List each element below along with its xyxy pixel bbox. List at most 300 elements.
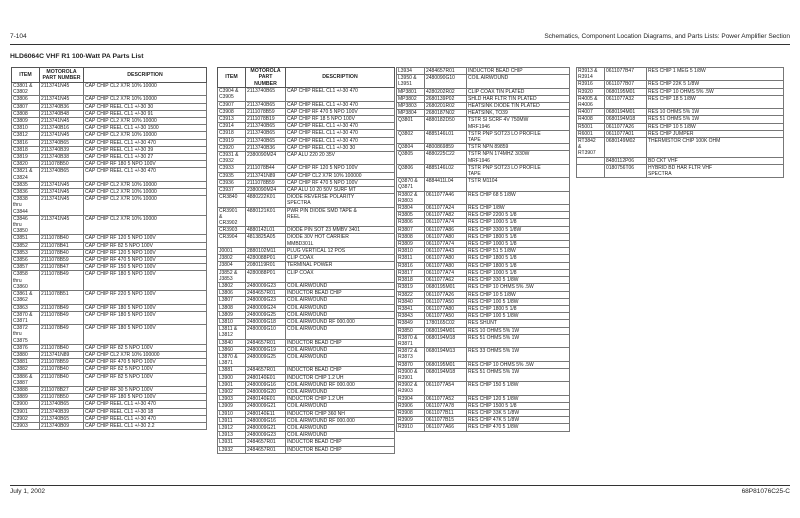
item-cell: MP3801 <box>397 88 425 95</box>
part-number-cell: 2113740B65 <box>40 401 84 408</box>
description-cell: CAP CHIP REEL CL1 +/-30 470 <box>286 130 395 137</box>
table-row <box>12 257 207 264</box>
part-number-cell: 0611077A74 <box>425 269 467 276</box>
table-row <box>218 290 395 297</box>
table-row <box>397 241 570 248</box>
table-row <box>577 130 784 137</box>
parts-list-title: HLD6064C VHF R1 100-Watt PA Parts List <box>10 53 144 60</box>
description-cell: CAP CHIP RF 120 5 NPO 100V <box>84 249 207 256</box>
table-row <box>397 117 570 130</box>
description-cell: CAP CHIP REEL CL1 +/-30 2.2 <box>84 422 207 429</box>
table-row <box>12 408 207 415</box>
item-cell: C3901 <box>12 408 40 415</box>
table-row <box>577 95 784 108</box>
part-number-cell: 0611077A26 <box>425 291 467 298</box>
table-row <box>397 269 570 276</box>
description-cell: CAP CHIP CL2 X7R 10% 10000 <box>84 215 207 235</box>
part-number-cell: 2111078B40 <box>40 235 84 242</box>
part-number-cell: 2113740B16 <box>40 125 84 132</box>
table-row <box>12 242 207 249</box>
description-cell: RES CHIP 1000 5 1/8 <box>467 219 570 226</box>
item-cell: L3808 <box>218 304 246 311</box>
item-cell: L3900 <box>218 374 246 381</box>
part-number-cell: 0680195M01 <box>425 361 467 368</box>
table-row <box>12 359 207 366</box>
table-row <box>218 432 395 439</box>
table-row <box>12 291 207 304</box>
table-row <box>397 284 570 291</box>
item-cell: Q3802 <box>397 130 425 143</box>
item-cell: C3937 <box>218 187 246 194</box>
description-cell: COIL AIRWOUND <box>286 388 395 395</box>
item-cell: R3904 <box>397 395 425 402</box>
table-row <box>218 439 395 446</box>
part-number-header: MOTOROLA PART NUMBER <box>40 68 84 83</box>
description-cell: INDUCTOR CHIP 1.2 UH <box>286 374 395 381</box>
item-cell: C3872 thru C3875 <box>12 325 40 345</box>
item-cell: R3811 <box>397 255 425 262</box>
item-cell: C3808 <box>12 110 40 117</box>
item-cell: J0001 <box>218 247 246 254</box>
part-number-cell: 2480009G23 <box>246 432 286 439</box>
parts-table-1 <box>11 67 207 430</box>
description-header: DESCRIPTION <box>84 68 207 83</box>
part-number-cell: 8480112P06 <box>605 157 647 164</box>
part-number-cell: 0180756T06 <box>605 164 647 177</box>
item-cell: C3858 thru C3860 <box>12 271 40 291</box>
table-row <box>218 269 395 282</box>
part-number-cell: 0611077A80 <box>425 255 467 262</box>
table-row <box>218 381 395 388</box>
description-cell: TSTR NPN 174MHZ 3/30W MRF1946 <box>467 151 570 164</box>
table-row <box>397 361 570 368</box>
table-row <box>218 417 395 424</box>
description-cell: CAP CHIP REEL CL1 +/-30 18 <box>84 408 207 415</box>
table-row <box>397 151 570 164</box>
item-cell: L3909 <box>218 403 246 410</box>
table-row <box>397 417 570 424</box>
item-cell: C3836 <box>12 189 40 196</box>
item-cell: C3846 thru C3850 <box>12 215 40 235</box>
part-number-cell: 2480009G23 <box>246 282 286 289</box>
table-row <box>218 247 395 254</box>
item-cell: C3861 & C3862 <box>12 291 40 304</box>
part-number-cell: 2480009G10 <box>246 326 286 339</box>
description-cell: CAP CHIP REEL CL1 +/-30 1500 <box>84 125 207 132</box>
table-row <box>397 368 570 381</box>
item-cell: R3809 <box>397 241 425 248</box>
table-row <box>577 138 784 158</box>
part-number-cell: 2080119R01 <box>246 262 286 269</box>
description-cell: CAP CHIP REEL CL1 +/-30 470 <box>84 415 207 422</box>
item-cell: L3870 & L3871 <box>218 353 246 366</box>
part-number-cell: 4880225C22 <box>425 151 467 164</box>
table-row <box>12 215 207 235</box>
table-row <box>12 386 207 393</box>
description-cell: RES CHIP 10 5 1/8W <box>647 123 784 130</box>
table-row <box>218 187 395 194</box>
part-number-cell: 2111078B49 <box>40 325 84 345</box>
description-cell: RES CHIP 18 5 1/8W <box>647 95 784 108</box>
part-number-cell: 2113741N45 <box>40 132 84 139</box>
description-cell: THERMISTOR CHIP 100K OHM <box>647 138 784 158</box>
part-number-cell: 2680201R02 <box>425 103 467 110</box>
table-row <box>218 346 395 353</box>
item-cell: R3850 <box>397 327 425 334</box>
description-cell: COIL AIRWOUND <box>286 311 395 318</box>
part-number-cell: 2480009G19 <box>246 346 286 353</box>
table-row <box>397 298 570 305</box>
table-row <box>218 207 395 227</box>
description-cell: SHLD HAR FLTR TIN PLATED <box>467 95 570 102</box>
table-row <box>218 396 395 403</box>
item-cell: C3900 <box>12 401 40 408</box>
description-cell: RES CHIP 2200 5 1/8 <box>467 212 570 219</box>
part-number-cell: 0611077A26 <box>605 123 647 130</box>
table-row <box>218 367 395 374</box>
item-cell: R3840 <box>397 298 425 305</box>
part-number-cell: 0611077A46 <box>425 191 467 204</box>
part-number-cell: 2484657R01 <box>246 339 286 346</box>
table-row <box>397 164 570 177</box>
part-number-cell: 2113741N89 <box>246 172 286 179</box>
part-number-cell: 2484657R01 <box>246 439 286 446</box>
item-cell: C3918 <box>218 130 246 137</box>
part-number-cell: 4880121K01 <box>246 207 286 227</box>
description-cell: RES CHIP 1000 5 1/8 <box>467 241 570 248</box>
table-row <box>397 68 570 75</box>
table-row <box>397 103 570 110</box>
item-cell: R4007 <box>577 109 605 116</box>
item-cell: R3806 <box>397 219 425 226</box>
description-cell: RES CHIP 1 MEG 5 1/8W <box>647 68 784 81</box>
part-number-cell: 0680195M01 <box>425 284 467 291</box>
description-cell: RES 10 OHMS 5% 1W <box>647 109 784 116</box>
table-row <box>397 219 570 226</box>
description-cell: INDUCTOR BEAD CHIP <box>286 446 395 453</box>
description-cell: CAP CHIP RF 18 5 NPO 100V <box>286 116 395 123</box>
item-cell: C3835 <box>12 181 40 188</box>
part-number-cell: 2113740B38 <box>40 154 84 161</box>
part-number-cell: 2111078B59 <box>40 257 84 264</box>
item-cell: C3821 & C3824 <box>12 168 40 181</box>
item-cell: L3902 <box>218 388 246 395</box>
part-number-cell: 0680194M01 <box>605 109 647 116</box>
part-number-cell: 1780165C02 <box>425 320 467 327</box>
part-number-cell: 0611077A62 <box>425 277 467 284</box>
part-number-cell: 0611077B47 <box>605 68 647 81</box>
description-cell: RES CHIP 10 5 1/8W <box>467 291 570 298</box>
description-cell: RES SHUNT <box>467 320 570 327</box>
part-number-cell: 0611077A66 <box>425 424 467 431</box>
item-cell: R3900 & R3901 <box>397 368 425 381</box>
table-row <box>218 137 395 144</box>
table-row <box>218 123 395 130</box>
description-cell: DIODE 30V HOT CARRIER MMBD301L <box>286 234 395 247</box>
item-cell: L3807 <box>218 297 246 304</box>
part-number-cell: 2480009G20 <box>246 388 286 395</box>
table-row <box>12 125 207 132</box>
item-cell: Q3806 <box>397 164 425 177</box>
description-cell: TSTR PNP SOT23 LO PROFILE TAPE <box>467 130 570 143</box>
part-number-cell: 2113741N45 <box>40 83 84 96</box>
table-row <box>577 68 784 81</box>
table-row <box>12 146 207 153</box>
part-number-cell: 2111078B41 <box>40 242 84 249</box>
item-cell: L3912 <box>218 424 246 431</box>
description-cell: CAP CHIP RF 150 5 NPO 100V <box>84 264 207 271</box>
part-number-cell: 2480140E01 <box>246 396 286 403</box>
table-row <box>218 165 395 172</box>
part-number-cell: 2113740B39 <box>40 146 84 153</box>
description-cell: TSTR NPN 89859 <box>467 144 570 151</box>
part-number-cell: 0611077A78 <box>425 402 467 409</box>
description-cell: TSTR PNP SOT23 LO PROFILE TAPE <box>467 164 570 177</box>
part-number-cell: 2113740B09 <box>40 422 84 429</box>
item-cell: C3810 <box>12 125 40 132</box>
table-row <box>218 234 395 247</box>
part-number-cell: 2680139P02 <box>425 95 467 102</box>
footer-rule <box>10 485 790 486</box>
table-row <box>218 388 395 395</box>
table-row <box>218 88 395 101</box>
description-cell: CAP CHIP RF 180 5 NPO 100V <box>84 394 207 401</box>
table-row <box>12 235 207 242</box>
part-number-cell: 2113740B65 <box>246 123 286 130</box>
item-cell: L3811 & L3812 <box>218 326 246 339</box>
table-row <box>397 255 570 262</box>
table-row <box>12 181 207 188</box>
item-cell: R3841 <box>397 305 425 312</box>
part-number-cell: 2480140E01 <box>246 374 286 381</box>
description-cell: CAP CHIP REEL CL1 +/-30 39 <box>84 146 207 153</box>
table-row <box>577 116 784 123</box>
item-cell: L3881 <box>218 367 246 374</box>
item-cell: R3916 <box>577 81 605 88</box>
description-cell: TSTR M1104 <box>467 178 570 191</box>
table-row <box>397 291 570 298</box>
table-row <box>12 325 207 345</box>
part-number-cell: 2111078B59 <box>246 179 286 186</box>
part-number-cell: 4813825A05 <box>246 234 286 247</box>
part-number-cell: 2111078B40 <box>40 249 84 256</box>
item-cell: Q3801 <box>397 117 425 130</box>
item-cell: C3870 & C3871 <box>12 311 40 324</box>
part-number-cell: 2480009G25 <box>246 353 286 366</box>
description-cell: CAP CHIP RF 30 5 NPO 100V <box>84 386 207 393</box>
table-row <box>397 95 570 102</box>
item-cell: C3913 <box>218 116 246 123</box>
table-row <box>218 304 395 311</box>
table-row <box>12 351 207 358</box>
table-row <box>12 196 207 216</box>
item-cell: C3812 <box>12 132 40 139</box>
description-cell: COIL AIRWOUND <box>286 304 395 311</box>
description-cell: CAP CHIP CL2 X7R 10% 10000 <box>84 181 207 188</box>
table-row <box>397 110 570 117</box>
part-number-header: MOTOROLA PART NUMBER <box>246 68 286 88</box>
table-row <box>218 262 395 269</box>
description-cell: CAP CHIP CL2 X7R 10% 10000 <box>84 132 207 139</box>
part-number-cell: 2113740B65 <box>246 137 286 144</box>
part-number-cell: 2113741N45 <box>40 118 84 125</box>
part-number-cell: 2113740B39 <box>40 408 84 415</box>
description-cell: CLIP COAX <box>286 269 395 282</box>
item-cell: C3853 <box>12 249 40 256</box>
item-header: ITEM <box>12 68 40 83</box>
description-cell: CAP CHIP REEL CL1 +/-30 470 <box>84 401 207 408</box>
description-cell: CAP CHIP RF 180 5 NPO 100V <box>84 161 207 168</box>
description-cell: CAP CHIP RF 220 5 NPO 100V <box>84 291 207 304</box>
table-row <box>577 157 784 164</box>
item-cell: C3919 <box>218 137 246 144</box>
table-row <box>577 164 784 177</box>
table-row <box>577 81 784 88</box>
part-number-cell: 0611077A24 <box>425 205 467 212</box>
table-row <box>218 403 395 410</box>
description-cell: CAP CHIP RF 180 5 NPO 100V <box>84 304 207 311</box>
table-row <box>12 415 207 422</box>
description-cell: CLIP COAX <box>286 255 395 262</box>
table-row <box>12 110 207 117</box>
part-number-cell: 4280088P01 <box>246 255 286 262</box>
description-cell: CAP CHIP CL2 X7R 10% 10000 <box>84 96 207 103</box>
table-row <box>12 168 207 181</box>
table-row <box>218 116 395 123</box>
item-header: ITEM <box>218 68 246 88</box>
item-cell: CR3840 <box>218 194 246 207</box>
part-number-cell: 2880102M11 <box>246 247 286 254</box>
part-number-cell: 2113741N45 <box>40 181 84 188</box>
description-cell: TERMINAL POWER <box>286 262 395 269</box>
item-cell: C3931 & C3932 <box>218 152 246 165</box>
item-cell: R3810 <box>397 248 425 255</box>
table-row <box>218 424 395 431</box>
part-number-cell: 0611077B07 <box>605 81 647 88</box>
table-row <box>397 277 570 284</box>
part-number-cell: 2113740B65 <box>40 139 84 146</box>
part-number-cell: 0611077A80 <box>425 233 467 240</box>
table-row <box>397 248 570 255</box>
part-number-cell: 2113741N45 <box>40 189 84 196</box>
item-cell: R4008 <box>577 116 605 123</box>
part-number-cell: 2111078B47 <box>40 264 84 271</box>
part-number-cell: 2113740B65 <box>40 168 84 181</box>
part-number-cell: 2484657R01 <box>246 290 286 297</box>
description-cell: RES CHIP 51 5 1/8W <box>467 248 570 255</box>
part-number-cell: 0611077B11 <box>425 409 467 416</box>
part-number-cell: 2480140E11 <box>246 410 286 417</box>
table-row <box>12 96 207 103</box>
table-row <box>577 109 784 116</box>
description-cell: CAP CHIP RF 180 5 NPO 100V <box>84 311 207 324</box>
description-cell: COIL AIRWOUND RF 000.000 <box>286 417 395 424</box>
table-row <box>397 88 570 95</box>
table-row <box>397 178 570 191</box>
description-cell: RES CHIP 22K 5 1/8W <box>647 81 784 88</box>
part-number-cell: 2480009G24 <box>246 304 286 311</box>
item-cell: R3870 & R3871 <box>397 334 425 347</box>
item-cell: R3902 & R3903 <box>397 382 425 395</box>
part-number-cell: 2480009G21 <box>246 424 286 431</box>
table-row <box>397 382 570 395</box>
footer-doc-number: 68P81076C25-C <box>741 488 790 495</box>
description-cell: CAP ALU 220 20 35V <box>286 152 395 165</box>
item-cell: Q3870 & Q3871 <box>397 178 425 191</box>
description-cell: CAP CHIP REEL CL1 +/-30 30 <box>286 144 395 151</box>
description-cell: CAP CHIP REEL CL1 +/-30 91 <box>84 110 207 117</box>
table-row <box>12 366 207 373</box>
item-cell: R3817 <box>397 269 425 276</box>
item-cell: R3920 <box>577 88 605 95</box>
part-number-cell: 4280202R02 <box>425 88 467 95</box>
part-number-cell: 2113740B65 <box>246 130 286 137</box>
table-row <box>12 118 207 125</box>
description-cell: COIL AIRWOUND <box>286 403 395 410</box>
description-cell: HYBRID BD HAR FLTR VHF SPECTRA <box>647 164 784 177</box>
item-cell: CR3904 <box>218 234 246 247</box>
description-cell: CAP ALU 10 20 50V SURF MT <box>286 187 395 194</box>
table-row <box>397 395 570 402</box>
part-number-cell: 2111078B40 <box>40 373 84 386</box>
description-cell: CAP CHIP REEL CL1 +/-30 470 <box>286 101 395 108</box>
table-row <box>397 233 570 240</box>
table-row <box>12 401 207 408</box>
item-cell <box>577 164 605 177</box>
item-cell: Q3804 <box>397 144 425 151</box>
item-cell: C3881 <box>12 359 40 366</box>
item-cell: C3807 <box>12 103 40 110</box>
item-cell: C3888 <box>12 386 40 393</box>
item-cell: J3804 <box>218 262 246 269</box>
item-cell: R3822 <box>397 291 425 298</box>
table-row <box>218 374 395 381</box>
description-cell: INDUCTOR BEAD CHIP <box>467 68 570 75</box>
description-cell: RES CHIP 10 OHMS 5% .5W <box>647 88 784 95</box>
part-number-cell: 0680194M18 <box>605 116 647 123</box>
page-number: 7-104 <box>10 33 27 40</box>
part-number-cell: 0611077A54 <box>425 382 467 395</box>
part-number-cell: 2111078B50 <box>40 161 84 168</box>
description-cell: CAP CHIP CL2 X7R 10% 10000 <box>84 189 207 196</box>
description-cell: RES CHIP 150 5 1/8W <box>467 382 570 395</box>
description-cell: CAP CHIP RF 120 5 NPO 100V <box>286 165 395 172</box>
part-number-cell: 2111078B40 <box>40 344 84 351</box>
table-row <box>12 311 207 324</box>
table-row <box>12 161 207 168</box>
description-cell: CLIP COAX TIN PLATED <box>467 88 570 95</box>
description-cell: CAP CHIP REEL CL1 +/-30 470 <box>286 137 395 144</box>
table-row <box>12 344 207 351</box>
table-row <box>397 262 570 269</box>
part-number-cell: 0611077A01 <box>605 130 647 137</box>
item-cell: C3838 thru C3844 <box>12 196 40 216</box>
part-number-cell: 0680194M18 <box>425 368 467 381</box>
part-number-cell: 2484657R01 <box>246 367 286 374</box>
item-cell: C3857 <box>12 264 40 271</box>
item-cell: R3802 & R3803 <box>397 191 425 204</box>
item-cell: MP3804 <box>397 110 425 117</box>
part-number-cell: 4800869859 <box>425 144 467 151</box>
description-cell: CAP CHIP CL2 X7R 10% 100000 <box>84 351 207 358</box>
part-number-cell: 0611077A32 <box>605 95 647 108</box>
description-cell: INDUCTOR BEAD CHIP <box>286 290 395 297</box>
description-cell: INDUCTOR CHIP 1.2 UH <box>286 396 395 403</box>
table-row <box>397 75 570 88</box>
description-cell: RES 33 OHMS 5% 1W <box>467 348 570 361</box>
description-cell: CAP CHIP RF 120 5 NPO 100V <box>84 235 207 242</box>
part-number-cell: 2380090M24 <box>246 187 286 194</box>
